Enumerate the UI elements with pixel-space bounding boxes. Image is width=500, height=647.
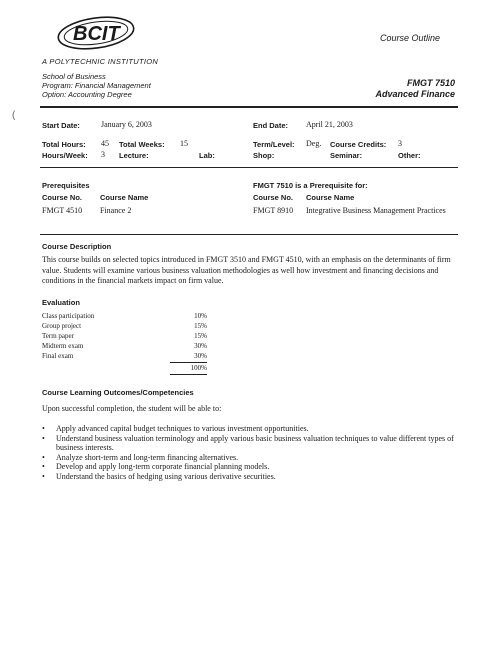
prereq-for-title: FMGT 7510 is a Prerequisite for: — [253, 181, 368, 190]
outcome-item: • Apply advanced capital budget techniques to various investment opportunities. — [42, 424, 456, 434]
evaluation-row — [42, 352, 207, 362]
course-credits-value: 3 — [398, 139, 402, 148]
evaluation-row — [42, 322, 207, 332]
program-name: Program: Financial Management — [42, 81, 151, 90]
total-hours-label: Total Hours: — [42, 140, 86, 149]
outcome-item: • Develop and apply long-term corporate financial planning models. — [42, 462, 456, 472]
evaluation-total-double-rule — [170, 374, 207, 375]
outcomes-intro: Upon successful completion, the student will be able to: — [42, 404, 222, 413]
evaluation-row — [42, 312, 207, 322]
prereq-for-course-name: Integrative Business Management Practices — [306, 206, 446, 215]
term-level-value: Deg. — [306, 139, 322, 148]
evaluation-item-name: Midterm exam — [42, 342, 84, 350]
end-date-label: End Date: — [253, 121, 289, 130]
course-description-title: Course Description — [42, 242, 112, 251]
end-date-value: April 21, 2003 — [306, 120, 353, 129]
seminar-label: Seminar: — [330, 151, 363, 160]
bcit-logo — [55, 14, 137, 52]
hours-week-label: Hours/Week: — [42, 151, 88, 160]
evaluation-item-pct: 30% — [194, 352, 207, 360]
lab-label: Lab: — [199, 151, 215, 160]
prereq-divider — [40, 234, 458, 235]
evaluation-row — [42, 332, 207, 342]
outcome-item: • Analyze short-term and long-term financing alternatives. — [42, 453, 456, 463]
evaluation-row — [42, 342, 207, 352]
prereq-col-course-no: Course No. — [42, 193, 83, 202]
school-name: School of Business — [42, 72, 106, 81]
margin-mark: ( — [12, 110, 16, 121]
outcome-item: • Understand business valuation terminology and apply various basic business valuation techniques to value different types of business interests. — [42, 434, 456, 453]
option-name: Option: Accounting Degree — [42, 90, 132, 99]
course-credits-label: Course Credits: — [330, 140, 387, 149]
prereq-course-name: Finance 2 — [100, 206, 132, 215]
evaluation-item-pct: 15% — [194, 332, 207, 340]
prereq-for-course-no: FMGT 8910 — [253, 206, 294, 215]
course-code: FMGT 7510 — [406, 78, 455, 88]
outcomes-title: Course Learning Outcomes/Competencies — [42, 388, 194, 397]
evaluation-title: Evaluation — [42, 298, 80, 307]
evaluation-item-name: Term paper — [42, 332, 74, 340]
prereq-for-col-course-name: Course Name — [306, 193, 355, 202]
evaluation-total-row — [42, 363, 207, 373]
total-hours-value: 45 — [101, 139, 109, 148]
evaluation-item-pct: 15% — [194, 322, 207, 330]
outcomes-list — [42, 424, 456, 481]
total-weeks-value: 15 — [180, 139, 188, 148]
prereq-col-course-name: Course Name — [100, 193, 149, 202]
other-label: Other: — [398, 151, 421, 160]
evaluation-total: 100% — [190, 364, 207, 372]
start-date-value: January 6, 2003 — [101, 120, 152, 129]
prereq-for-col-course-no: Course No. — [253, 193, 294, 202]
evaluation-item-pct: 30% — [194, 342, 207, 350]
info-divider — [40, 167, 458, 168]
lecture-label: Lecture: — [119, 151, 149, 160]
evaluation-item-name: Group project — [42, 322, 82, 330]
course-description-text: This course builds on selected topics introduced in FMGT 3510 and FMGT 4510, with an emphasis on the determinants of firm value. Students will examine various business valuation methodologies as well how investment and financing decisions and conditions in the financial markets impact on firm value. — [42, 255, 451, 285]
institution-tagline: A POLYTECHNIC INSTITUTION — [42, 57, 159, 66]
document-type: Course Outline — [380, 33, 441, 43]
evaluation-item-pct: 10% — [194, 312, 207, 320]
evaluation-table — [42, 312, 207, 375]
shop-label: Shop: — [253, 151, 275, 160]
hours-week-value: 3 — [101, 150, 105, 159]
course-title: Advanced Finance — [375, 89, 455, 99]
total-weeks-label: Total Weeks: — [119, 140, 165, 149]
outcome-item: • Understand the basics of hedging using various derivative securities. — [42, 472, 456, 482]
evaluation-item-name: Final exam — [42, 352, 74, 360]
header-divider — [40, 106, 458, 108]
term-level-label: Term/Level: — [253, 140, 295, 149]
logo-text: BCIT — [73, 23, 120, 45]
start-date-label: Start Date: — [42, 121, 80, 130]
evaluation-item-name: Class participation — [42, 312, 95, 320]
prereq-course-no: FMGT 4510 — [42, 206, 83, 215]
bcit-logo-mark — [55, 14, 137, 52]
prerequisites-title: Prerequisites — [42, 181, 90, 190]
